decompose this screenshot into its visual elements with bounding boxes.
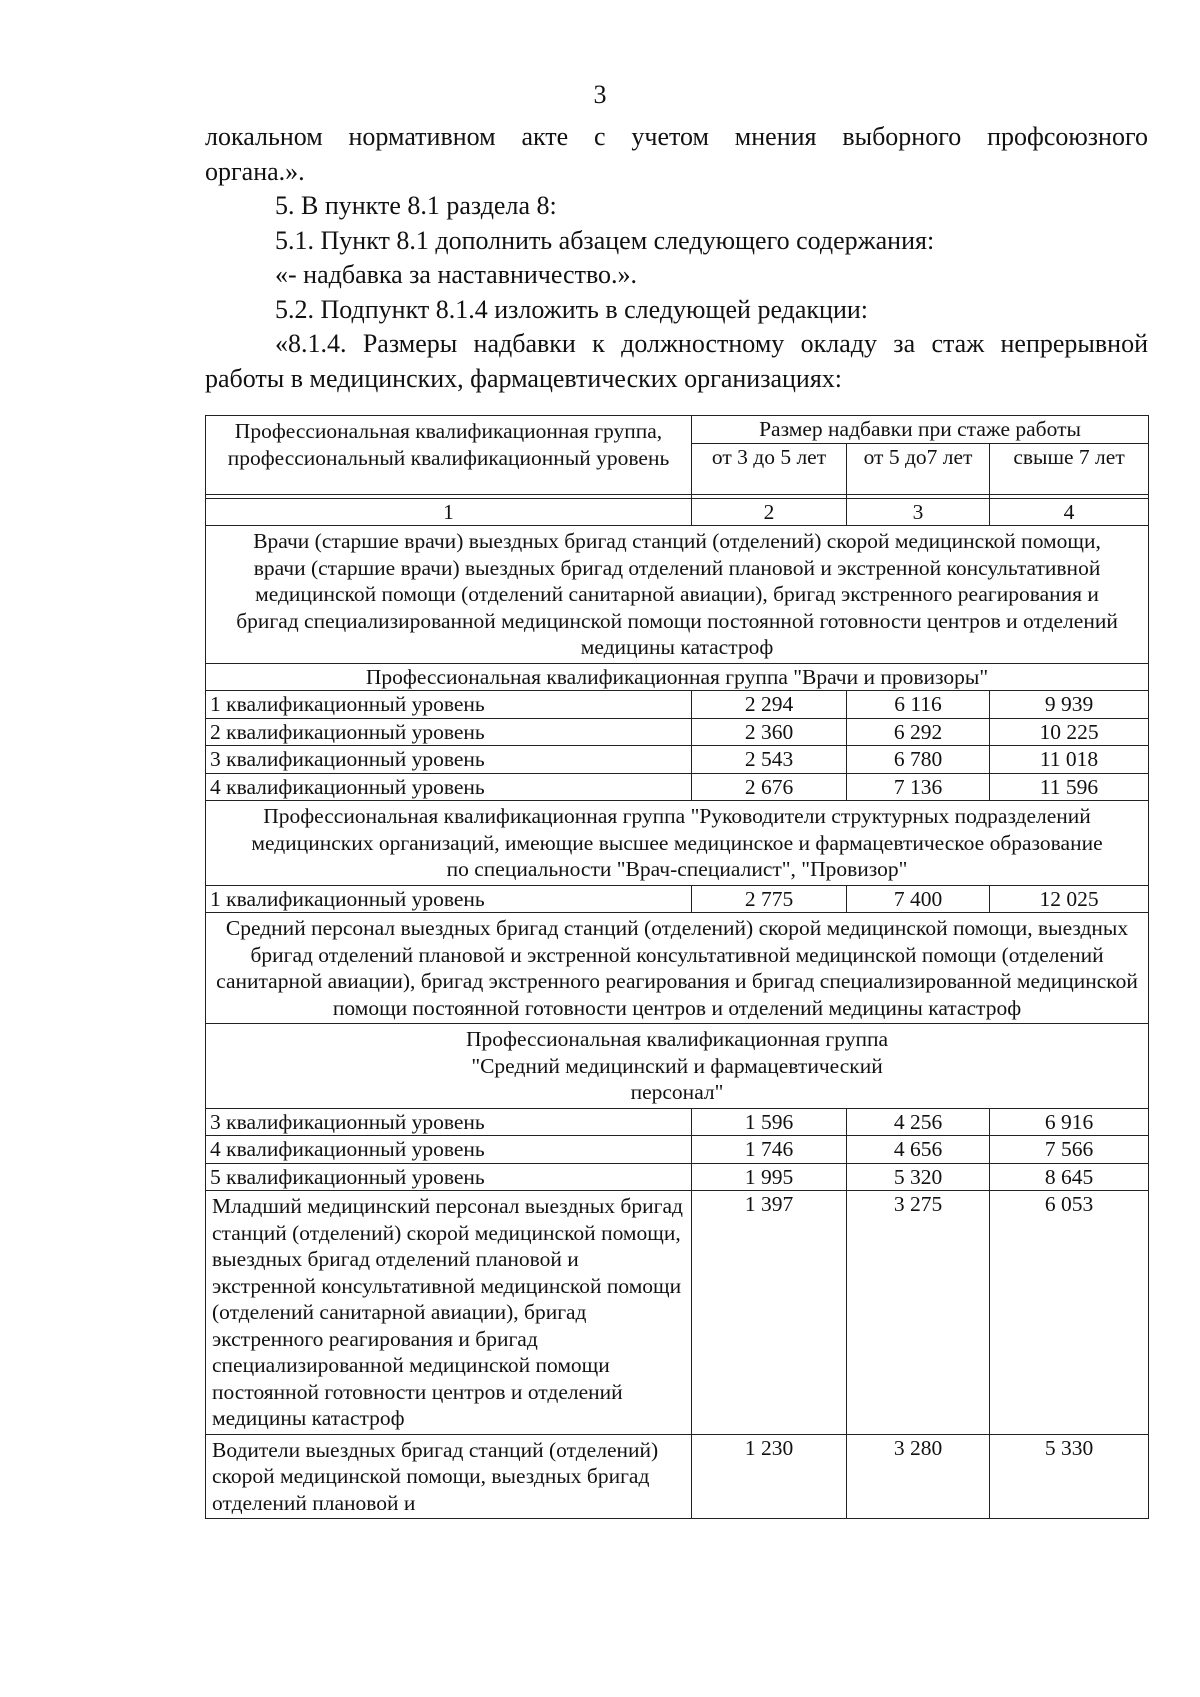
allowance-table: [205, 415, 1149, 1519]
column-number: 3: [847, 498, 990, 526]
table-row: [206, 1136, 1149, 1164]
level-cell: 5 квалификационный уровень: [206, 1163, 692, 1191]
table-row: [206, 1434, 1149, 1519]
value-cell: 1 746: [692, 1136, 847, 1164]
value-cell: 3 275: [847, 1191, 990, 1435]
intro-line: 5. В пункте 8.1 раздела 8:: [275, 191, 557, 220]
value-cell: 6 780: [847, 746, 990, 774]
intro-line: работы в медицинских, фармацевтических организациях:: [205, 363, 843, 393]
value-cell: 12 025: [990, 885, 1149, 913]
group-doctors-title: Профессиональная квалификационная группа "Врачи и провизоры": [206, 663, 1149, 691]
level-cell: 4 квалификационный уровень: [206, 1136, 692, 1164]
value-cell: 1 230: [692, 1434, 847, 1519]
junior-staff-cell: Младший медицинский персонал выездных бригад станций (отделений) скорой медицинской помощи, выездных бригад отделений плановой и экстренной консультативной медицинской помощи (отделений санитарной авиации), бригад экстренного реагирования и бригад специализированной медицинской помощи постоянной готовности центров и отделений медицины катастроф: [206, 1191, 692, 1435]
level-cell: 3 квалификационный уровень: [206, 1108, 692, 1136]
intro-line: 5.2. Подпункт 8.1.4 изложить в следующей редакции:: [275, 294, 869, 324]
value-cell: 1 596: [692, 1108, 847, 1136]
section-doctors-title: Врачи (старшие врачи) выездных бригад станций (отделений) скорой медицинской помощи, врачи (старшие врачи) выездных бригад отделений плановой и экстренной консультативной медицинской помощи (отделений санитарной авиации), бригад экстренного реагирования и бригад специализированной медицинской помощи постоянной готовности центров и отделений медицины катастроф: [206, 526, 1149, 664]
section-row: [206, 913, 1149, 1024]
level-cell: 3 квалификационный уровень: [206, 746, 692, 774]
group-heads-title: Профессиональная квалификационная группа "Руководители структурных подразделений медицинских организаций, имеющие высшее медицинское и фармацевтическое образование по специальности "Врач-специалист", "Провизор": [206, 801, 1149, 886]
intro-text: [205, 120, 1148, 396]
level-cell: 1 квалификационный уровень: [206, 691, 692, 719]
value-cell: 6 116: [847, 691, 990, 719]
value-cell: 4 256: [847, 1108, 990, 1136]
value-cell: 5 320: [847, 1163, 990, 1191]
value-cell: 2 775: [692, 885, 847, 913]
value-cell: 7 400: [847, 885, 990, 913]
value-cell: 6 053: [990, 1191, 1149, 1435]
intro-line: локальном нормативном акте с учетом мнения выборного профсоюзного: [205, 122, 1148, 151]
header-allowance-size: Размер надбавки при стаже работы: [692, 416, 1149, 444]
level-cell: 2 квалификационный уровень: [206, 718, 692, 746]
value-cell: 2 676: [692, 773, 847, 801]
table-row: [206, 746, 1149, 774]
column-number: 4: [990, 498, 1149, 526]
intro-line: органа.».: [205, 156, 305, 186]
intro-line: «- надбавка за наставничество.».: [275, 260, 638, 289]
table-row: [206, 1108, 1149, 1136]
group-nurses-title: Профессиональная квалификационная группа "Средний медицинский и фармацевтический персонал": [206, 1024, 1149, 1109]
intro-line: 5.1. Пункт 8.1 дополнить абзацем следующего содержания:: [275, 225, 935, 255]
value-cell: 6 916: [990, 1108, 1149, 1136]
value-cell: 2 543: [692, 746, 847, 774]
intro-line: «8.1.4. Размеры надбавки к должностному окладу за стаж непрерывной: [275, 329, 1148, 358]
page-number: 3: [593, 80, 607, 109]
numbering-row: [206, 498, 1149, 526]
group-row: [206, 663, 1149, 691]
value-cell: 11 596: [990, 773, 1149, 801]
value-cell: 1 397: [692, 1191, 847, 1435]
section-nurses-title: Средний персонал выездных бригад станций (отделений) скорой медицинской помощи, выездных бригад отделений плановой и экстренной консультативной медицинской помощи (отделений санитарной авиации), бригад экстренного реагирования и бригад специализированной медицинской помощи постоянной готовности центров и отделений медицины катастроф: [206, 913, 1149, 1024]
value-cell: 1 995: [692, 1163, 847, 1191]
table-header-row: [206, 416, 1149, 444]
value-cell: 7 566: [990, 1136, 1149, 1164]
table-row: [206, 1191, 1149, 1435]
header-qualification-group: Профессиональная квалификационная группа, профессиональный квалификационный уровень: [206, 416, 692, 495]
value-cell: 8 645: [990, 1163, 1149, 1191]
header-5-7-years: от 5 до7 лет: [847, 443, 990, 494]
table-row: [206, 691, 1149, 719]
header-over-7-years: свыше 7 лет: [990, 443, 1149, 494]
value-cell: 11 018: [990, 746, 1149, 774]
table-row: [206, 773, 1149, 801]
value-cell: 7 136: [847, 773, 990, 801]
group-row: [206, 801, 1149, 886]
value-cell: 5 330: [990, 1434, 1149, 1519]
level-cell: 1 квалификационный уровень: [206, 885, 692, 913]
column-number: 2: [692, 498, 847, 526]
drivers-cell: Водители выездных бригад станций (отделений) скорой медицинской помощи, выездных бригад отделений плановой и: [206, 1434, 692, 1519]
group-row: [206, 1024, 1149, 1109]
level-cell: 4 квалификационный уровень: [206, 773, 692, 801]
value-cell: 3 280: [847, 1434, 990, 1519]
value-cell: 2 294: [692, 691, 847, 719]
column-number: 1: [206, 498, 692, 526]
section-row: [206, 526, 1149, 664]
table-row: [206, 1163, 1149, 1191]
header-3-5-years: от 3 до 5 лет: [692, 443, 847, 494]
value-cell: 6 292: [847, 718, 990, 746]
value-cell: 4 656: [847, 1136, 990, 1164]
value-cell: 9 939: [990, 691, 1149, 719]
value-cell: 10 225: [990, 718, 1149, 746]
value-cell: 2 360: [692, 718, 847, 746]
table-row: [206, 885, 1149, 913]
table-row: [206, 718, 1149, 746]
